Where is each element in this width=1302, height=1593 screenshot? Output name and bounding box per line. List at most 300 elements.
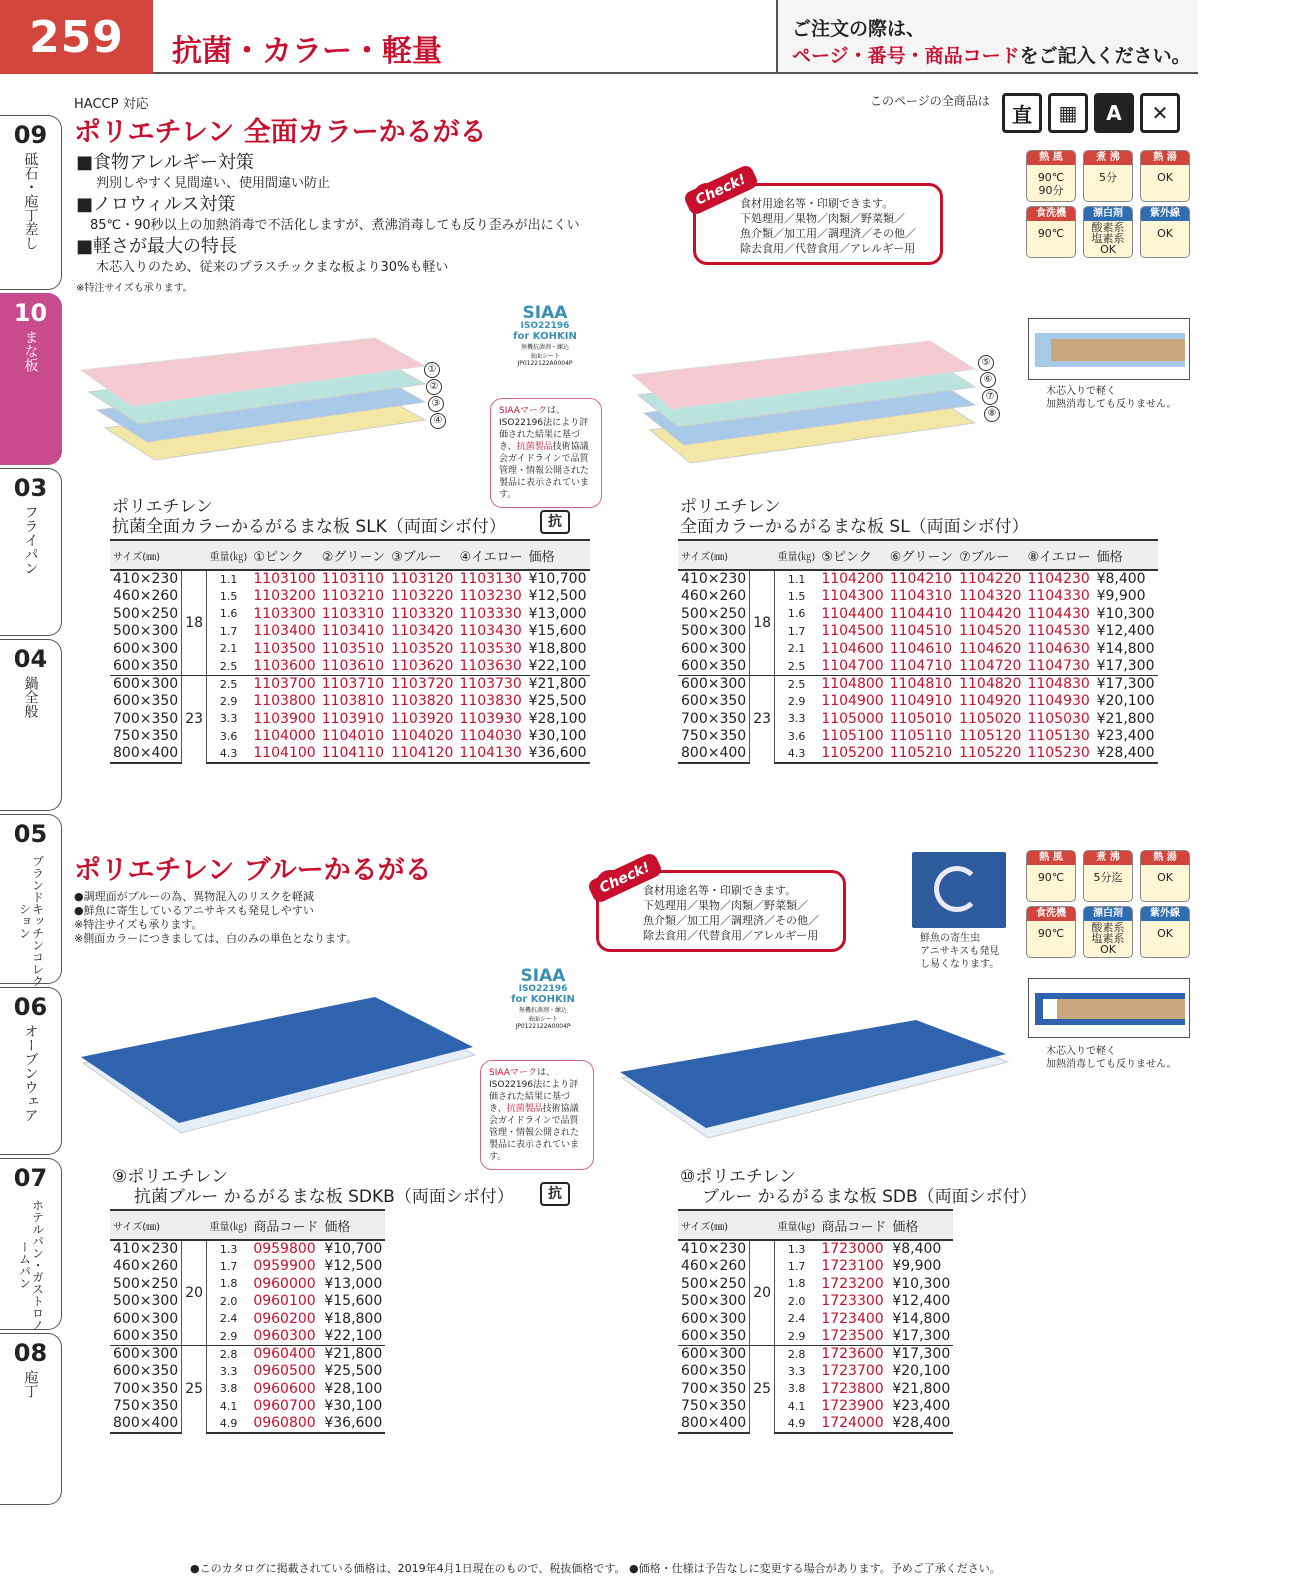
tab-number: 06 xyxy=(13,993,48,1021)
weight-group: 20 xyxy=(182,1240,207,1345)
table-cell: ¥9,900 xyxy=(892,1258,942,1275)
table-cell: 4.9 xyxy=(775,1415,819,1433)
table-cell: 0960600 xyxy=(253,1380,316,1397)
durability-badge xyxy=(1026,906,1076,958)
color-boards-illustration xyxy=(630,335,1010,485)
badge-value: 90℃ xyxy=(1037,227,1065,240)
feature-text: ●調理面がブルーの為、異物混入のリスクを軽減 xyxy=(74,890,314,903)
table-cell: ¥12,500 xyxy=(324,1258,383,1275)
badge-heading: 熱 風 xyxy=(1027,151,1075,165)
table-cell: 1104910 xyxy=(889,693,953,710)
check-line: 除去食用／代替食用／アレルギー用 xyxy=(643,929,819,942)
table-cell: 1105220 xyxy=(956,745,1024,763)
feature-heading: ■軽さが最大の特長 xyxy=(76,236,238,257)
table-row xyxy=(110,1415,385,1433)
siaa-reg: JP0122122A0004P xyxy=(517,360,573,367)
table-cell: 1.7 xyxy=(219,624,238,638)
page-title: 抗菌・カラー・軽量 xyxy=(172,34,442,69)
table-cell: 500×250 xyxy=(113,605,179,622)
table-cell: 1103400 xyxy=(253,623,316,640)
table-cell: 1104430 xyxy=(1027,605,1090,622)
section1-title: ポリエチレン 全面カラーかるがる xyxy=(74,117,487,148)
building-icon: 直 xyxy=(1002,93,1042,133)
weight-group: 25 xyxy=(182,1345,207,1433)
table-cell: 800×400 xyxy=(678,745,750,763)
table-cell: 1104800 xyxy=(818,675,886,693)
table-cell: ¥15,600 xyxy=(528,623,587,640)
blue-board-illustration xyxy=(618,1020,1018,1160)
siaa-kohkin: for KOHKIN xyxy=(513,331,577,342)
table-cell: 600×350 xyxy=(113,658,179,674)
antibacterial-icon: 抗 xyxy=(540,510,570,534)
table-cell: ¥25,500 xyxy=(324,1363,383,1380)
table-cell: 1104330 xyxy=(1027,588,1090,605)
siaa-note-text: は、ISO22196法により評価された結果に基づき、 xyxy=(489,1068,579,1114)
siaa-sub2: 表面シート xyxy=(527,1016,558,1023)
table-header: 商品コード xyxy=(250,1210,321,1240)
table-header: サイズ(㎜) xyxy=(678,1210,775,1240)
tab-09[interactable] xyxy=(0,115,62,290)
table-cell: 1104300 xyxy=(821,588,884,605)
table-cell: 1104930 xyxy=(1027,693,1090,710)
antibacterial-icon: 抗 xyxy=(540,1182,570,1206)
table-cell: 1103910 xyxy=(321,710,385,727)
table-cell: ¥21,800 xyxy=(1096,710,1155,727)
table-cell: 1104030 xyxy=(459,728,522,745)
table-cell: 3.3 xyxy=(787,1364,806,1378)
table-cell: 1103130 xyxy=(459,571,522,588)
table-cell: 2.5 xyxy=(207,675,251,693)
table-header: 重量(㎏) xyxy=(775,1210,819,1240)
table-cell: 1723700 xyxy=(821,1363,884,1380)
feature-text: ●鮮魚に寄生しているアニサキスも発見しやすい xyxy=(74,904,314,917)
table-cell: 1103200 xyxy=(253,588,316,605)
table-cell: ¥28,400 xyxy=(1094,745,1158,763)
table-row xyxy=(678,1363,953,1381)
table-cell: ¥17,300 xyxy=(1094,675,1158,693)
table-cell: 0959900 xyxy=(253,1258,316,1275)
table-cell: 600×350 xyxy=(113,1363,179,1380)
table-header: サイズ(㎜) xyxy=(110,1210,207,1240)
table-cell: 700×350 xyxy=(681,710,747,727)
table-row xyxy=(678,1275,953,1293)
table-cell: 2.1 xyxy=(787,642,806,656)
board-number-marker: ⑥ xyxy=(980,372,996,388)
check-line: 食材用途名等・印刷できます。 xyxy=(643,884,797,897)
table-cell: 4.3 xyxy=(207,745,251,763)
table-cell: ¥21,800 xyxy=(892,1380,951,1397)
price-table-sdkb xyxy=(110,1209,385,1434)
order-line1: ご注文の際は、 xyxy=(792,18,926,40)
table-cell: 1103810 xyxy=(321,693,385,710)
durability-badge xyxy=(1083,206,1133,258)
table-cell: 1723600 xyxy=(818,1345,889,1363)
feature-text: 判別しやすく見間違い、使用間違い防止 xyxy=(96,176,331,191)
table-cell: 1105120 xyxy=(959,728,1022,745)
table-cell: ¥22,100 xyxy=(528,658,587,674)
siaa-note-red2: 抗菌製品 xyxy=(506,1104,543,1114)
check-line: 魚介類／加工用／調理済／その他／ xyxy=(643,914,819,927)
siaa-sub2: 表面シート xyxy=(529,353,560,360)
table-header: 価格 xyxy=(321,1210,385,1240)
table-cell: 0959800 xyxy=(253,1241,316,1258)
table-cell: 1103620 xyxy=(391,658,454,674)
table-cell: 1103420 xyxy=(391,623,454,640)
calculator-icon: ▦ xyxy=(1048,93,1088,133)
table-cell: 800×400 xyxy=(110,1415,182,1433)
table3-title-line1: ⑨ポリエチレン xyxy=(112,1167,229,1187)
table2-title xyxy=(680,497,1029,537)
table-cell: 1.5 xyxy=(787,589,806,603)
table-cell: 600×300 xyxy=(113,1310,179,1327)
table-header: 重量(㎏) xyxy=(207,1210,251,1240)
badge-heading: 紫外線 xyxy=(1141,207,1189,221)
table-cell: 1105210 xyxy=(887,745,956,763)
siaa-reg: JP0122122A0004P xyxy=(515,1023,571,1030)
table-header: 価格 xyxy=(1094,540,1158,570)
table-cell: 700×350 xyxy=(113,1380,179,1397)
table-cell: 460×260 xyxy=(681,1258,747,1275)
table-header: サイズ(㎜) xyxy=(678,540,775,570)
table-row xyxy=(110,675,590,693)
tab-number: 08 xyxy=(13,1339,48,1367)
table-cell: 750×350 xyxy=(681,1398,747,1415)
table-cell: 0960400 xyxy=(250,1345,321,1363)
table-cell: 0960500 xyxy=(253,1363,316,1380)
tab-label: 砥石・庖丁差し xyxy=(22,152,39,250)
durability-badge xyxy=(1140,850,1190,902)
table-cell: 500×300 xyxy=(681,1293,747,1310)
table-cell: ¥36,600 xyxy=(321,1415,385,1433)
table-cell: ¥17,300 xyxy=(1096,658,1155,674)
table-cell: 1723000 xyxy=(821,1241,884,1258)
table-cell: 410×230 xyxy=(681,1241,747,1258)
table1-title xyxy=(112,497,506,537)
table-cell: 1103920 xyxy=(391,710,454,727)
table-cell: 1103410 xyxy=(321,623,385,640)
badge-value: 90℃ xyxy=(1037,871,1065,884)
weight-group: 18 xyxy=(182,570,207,675)
tab-number: 05 xyxy=(13,820,48,848)
badge-heading: 煮 沸 xyxy=(1084,851,1132,865)
table-cell: 1104410 xyxy=(889,605,953,622)
tab-08[interactable] xyxy=(0,1333,62,1505)
table-cell: ¥20,100 xyxy=(1096,693,1155,710)
table-cell: 2.5 xyxy=(787,659,806,673)
table-cell: 1105110 xyxy=(889,728,953,745)
wood-core xyxy=(1051,339,1185,361)
siaa-mark xyxy=(498,968,588,1030)
table-cell: ¥17,300 xyxy=(892,1328,951,1344)
board-number-marker: ⑤ xyxy=(978,355,994,371)
table-row xyxy=(110,1258,385,1276)
table-cell: 1103610 xyxy=(321,658,385,674)
table-cell: ¥28,100 xyxy=(324,1380,383,1397)
table-cell: 2.9 xyxy=(787,1329,806,1343)
tab-03[interactable] xyxy=(0,468,62,636)
check-tag: Check! xyxy=(682,164,759,217)
table-cell: 1723200 xyxy=(821,1275,884,1292)
table-row xyxy=(678,1293,953,1311)
weight-group: 25 xyxy=(750,1345,775,1433)
table-cell: 1104510 xyxy=(889,623,953,640)
table-cell: 1.1 xyxy=(787,572,806,586)
table-cell: 0960800 xyxy=(250,1415,321,1433)
table-row xyxy=(110,1380,385,1398)
table-cell: ¥14,800 xyxy=(892,1310,951,1327)
table-cell: ¥30,100 xyxy=(324,1398,383,1415)
table-cell: 1104630 xyxy=(1027,640,1090,657)
table-cell: 800×400 xyxy=(678,1415,750,1433)
table-cell: 1103300 xyxy=(253,605,316,622)
table-cell: ¥23,400 xyxy=(1096,728,1155,745)
badge-heading: 食洗機 xyxy=(1027,907,1075,921)
table-cell: 2.5 xyxy=(775,675,819,693)
table-row xyxy=(110,1240,385,1258)
table-cell: 700×350 xyxy=(681,1380,747,1397)
table-cell: 600×300 xyxy=(681,640,747,657)
tab-10[interactable] xyxy=(0,293,62,465)
table-cell: 600×350 xyxy=(113,1328,179,1344)
badge-value: OK xyxy=(1157,171,1173,184)
durability-badge xyxy=(1026,206,1076,258)
table-row xyxy=(678,1310,953,1328)
table-header: ⑧イエロー xyxy=(1024,540,1093,570)
table-cell: 1.8 xyxy=(219,1277,238,1291)
table-cell: 1104600 xyxy=(821,640,884,657)
anisakis-worm xyxy=(934,866,980,912)
durability-badge xyxy=(1026,850,1076,902)
table-cell: ¥30,100 xyxy=(528,728,587,745)
table-cell: 1104530 xyxy=(1027,623,1090,640)
table-cell: 1104620 xyxy=(959,640,1022,657)
siaa-logo: SIAA xyxy=(522,303,568,323)
table-cell: ¥18,800 xyxy=(324,1310,383,1327)
table-cell: 1.3 xyxy=(219,1242,238,1256)
table-header: 価格 xyxy=(526,540,590,570)
badge-heading: 熱 湯 xyxy=(1141,151,1189,165)
header-rule xyxy=(153,72,778,74)
table-cell: 410×230 xyxy=(681,571,747,588)
badge-value: 90℃ 90分 xyxy=(1037,171,1065,197)
table-row xyxy=(110,1363,385,1381)
table-cell: 1105020 xyxy=(959,710,1022,727)
anisakis-photo xyxy=(912,852,1006,928)
table-row xyxy=(110,570,590,588)
feature-text: ※特注サイズも承ります。 xyxy=(74,918,203,931)
durability-badge xyxy=(1140,906,1190,958)
table-cell: 1103820 xyxy=(391,693,454,710)
table-cell: 600×300 xyxy=(678,675,750,693)
table-cell: 1104400 xyxy=(821,605,884,622)
anisakis-note: 鮮魚の寄生虫 アニサキスも発見 し易くなります。 xyxy=(920,933,1000,970)
badge-value: OK xyxy=(1157,927,1173,940)
table-cell: 1724000 xyxy=(818,1415,889,1433)
table-header: ③ブルー xyxy=(388,540,456,570)
table-header: ②グリーン xyxy=(319,540,388,570)
table-cell: 1105000 xyxy=(821,710,884,727)
table-cell: 0960200 xyxy=(253,1310,316,1327)
board-number-marker: ① xyxy=(424,362,440,378)
table-cell: 600×300 xyxy=(681,1310,747,1327)
badge-heading: 漂白剤 xyxy=(1084,207,1132,221)
tab-05[interactable] xyxy=(0,814,62,987)
table-cell: 1104100 xyxy=(250,745,318,763)
table-cell: 1103530 xyxy=(459,640,522,657)
badge-value: 酸素系 塩素系 OK xyxy=(1091,221,1125,256)
table-cell: 500×250 xyxy=(681,1275,747,1292)
table-cell: 1723500 xyxy=(821,1328,884,1344)
table-cell: 1104700 xyxy=(821,658,884,674)
table-cell: 1104130 xyxy=(456,745,525,763)
table-cell: ¥12,500 xyxy=(528,588,587,605)
table-cell: 3.3 xyxy=(787,712,806,726)
badge-value: OK xyxy=(1157,227,1173,240)
board-number-marker: ③ xyxy=(428,396,444,412)
table-cell: 1104320 xyxy=(959,588,1022,605)
table-cell: 3.6 xyxy=(219,729,238,743)
badge-value: OK xyxy=(1157,871,1173,884)
badge-heading: 熱 風 xyxy=(1027,851,1075,865)
table-cell: 1103930 xyxy=(459,710,522,727)
table-row xyxy=(110,1345,385,1363)
no-dishwasher-icon: ✕ xyxy=(1140,93,1180,133)
table-cell: 1104710 xyxy=(889,658,953,674)
table-cell: 1104520 xyxy=(959,623,1022,640)
table-cell: 460×260 xyxy=(113,588,179,605)
footer-note: ●このカタログに掲載されている価格は、2019年4月1日現在のもので、税抜価格です。 ●価格・仕様は予告なしに変更する場合があります。予めご了承ください。 xyxy=(190,1562,1001,1575)
tab-label: ホテルパン・ガストロノームパン xyxy=(17,1199,45,1331)
table-cell: 2.4 xyxy=(219,1312,238,1326)
table-cell: 600×300 xyxy=(678,1345,750,1363)
table-cell: ¥12,400 xyxy=(892,1293,951,1310)
table-row xyxy=(678,1258,953,1276)
table-cell: 1.3 xyxy=(787,1242,806,1256)
table-cell: 410×230 xyxy=(113,571,179,588)
table-cell: 1723400 xyxy=(821,1310,884,1327)
table-cell: 2.9 xyxy=(219,1329,238,1343)
table-header: 重量(㎏) xyxy=(207,540,251,570)
table-cell: 1103100 xyxy=(253,571,316,588)
table-cell: 1103320 xyxy=(391,605,454,622)
table-cell: ¥13,000 xyxy=(528,605,587,622)
table-cell: 600×350 xyxy=(681,1328,747,1344)
weight-group: 18 xyxy=(750,570,775,675)
weight-group: 23 xyxy=(750,675,775,763)
order-notice xyxy=(776,0,1198,74)
table-cell: 1104220 xyxy=(959,571,1022,588)
feature-heading: ■ノロウィルス対策 xyxy=(76,194,236,215)
table2-title-line2: 全面カラーかるがるまな板 SL（両面シボ付） xyxy=(680,517,1029,537)
page-number: 259 xyxy=(0,0,153,74)
table-cell: 410×230 xyxy=(113,1241,179,1258)
table-cell: 2.0 xyxy=(219,1294,238,1308)
badge-value: 5分 xyxy=(1099,171,1117,184)
table-cell: 1103310 xyxy=(321,605,385,622)
table-cell: 500×300 xyxy=(113,1293,179,1310)
durability-badges xyxy=(1026,150,1191,260)
badge-heading: 熱 湯 xyxy=(1141,851,1189,865)
siaa-logo: SIAA xyxy=(520,966,566,986)
siaa-iso: ISO22196 xyxy=(518,984,568,994)
table-cell: 0960000 xyxy=(253,1275,316,1292)
table-row xyxy=(110,1328,385,1346)
price-table-sdb xyxy=(678,1209,953,1434)
haccp-label: HACCP 対応 xyxy=(74,97,149,112)
table-cell: 1103520 xyxy=(391,640,454,657)
all-products-label: このページの全商品は xyxy=(870,94,990,108)
feature-text: ※側面カラーにつきましては、白のみの単色となります。 xyxy=(74,932,358,945)
product-icons xyxy=(1002,93,1180,133)
durability-badge xyxy=(1083,850,1133,902)
siaa-note xyxy=(480,1060,594,1170)
table-header: ⑥グリーン xyxy=(887,540,956,570)
badge-value: 90℃ xyxy=(1037,927,1065,940)
table4-title xyxy=(680,1167,1037,1207)
table-cell: ¥8,400 xyxy=(1096,571,1146,588)
table-row xyxy=(110,1398,385,1416)
table-cell: 600×300 xyxy=(113,640,179,657)
table-cell: 600×350 xyxy=(681,1363,747,1380)
feature-text: 85℃・90秒以上の加熱消毒で不活化しますが、煮沸消毒しても反り歪みが出にくい xyxy=(90,218,580,233)
badge-value: 酸素系 塩素系 OK xyxy=(1091,921,1125,956)
tab-number: 10 xyxy=(13,299,48,327)
siaa-note-red: SIAAマーク xyxy=(499,406,547,416)
table-header: 商品コード xyxy=(818,1210,889,1240)
tab-07[interactable] xyxy=(0,1158,62,1330)
table-cell: 3.8 xyxy=(787,1382,806,1396)
table-cell: 0960700 xyxy=(253,1398,316,1415)
table-row xyxy=(678,1328,953,1346)
table-cell: 600×350 xyxy=(681,693,747,710)
tab-06[interactable] xyxy=(0,987,62,1155)
siaa-note-red2: 抗菌製品 xyxy=(516,442,553,452)
table-cell: 1104120 xyxy=(388,745,456,763)
table-cell: ¥9,900 xyxy=(1096,588,1146,605)
table-header: ①ピンク xyxy=(250,540,318,570)
check-line: 下処理用／果物／肉類／野菜類／ xyxy=(740,212,905,225)
table-cell: 0960100 xyxy=(253,1293,316,1310)
table-cell: ¥20,100 xyxy=(892,1363,951,1380)
table-header: ④イエロー xyxy=(456,540,525,570)
table-cell: 2.9 xyxy=(787,694,806,708)
table-cell: 2.8 xyxy=(775,1345,819,1363)
tab-04[interactable] xyxy=(0,639,62,811)
blue-board-illustration xyxy=(75,995,485,1145)
table-cell: 1.1 xyxy=(219,572,238,586)
table-cell: 4.1 xyxy=(787,1399,806,1413)
table-row xyxy=(678,570,1158,588)
siaa-note xyxy=(490,398,602,508)
table-cell: 1.7 xyxy=(787,624,806,638)
tab-label: ブランドキッチンコレクション xyxy=(17,855,45,987)
table-cell: ¥8,400 xyxy=(892,1241,942,1258)
table-cell: 1723800 xyxy=(821,1380,884,1397)
section2-title: ポリエチレン ブルーかるがる xyxy=(74,855,432,886)
table-row xyxy=(110,1310,385,1328)
table-cell: 4.3 xyxy=(775,745,819,763)
table-cell: ¥22,100 xyxy=(324,1328,383,1344)
table-cell: 3.3 xyxy=(219,712,238,726)
table-cell: 1103430 xyxy=(459,623,522,640)
table-cell: ¥17,300 xyxy=(889,1345,953,1363)
table-cell: 2.8 xyxy=(207,1345,251,1363)
badge-heading: 漂白剤 xyxy=(1084,907,1132,921)
table-cell: 1.8 xyxy=(787,1277,806,1291)
table-cell: 2.4 xyxy=(787,1312,806,1326)
board-number-marker: ② xyxy=(426,379,442,395)
durability-badge xyxy=(1083,150,1133,202)
